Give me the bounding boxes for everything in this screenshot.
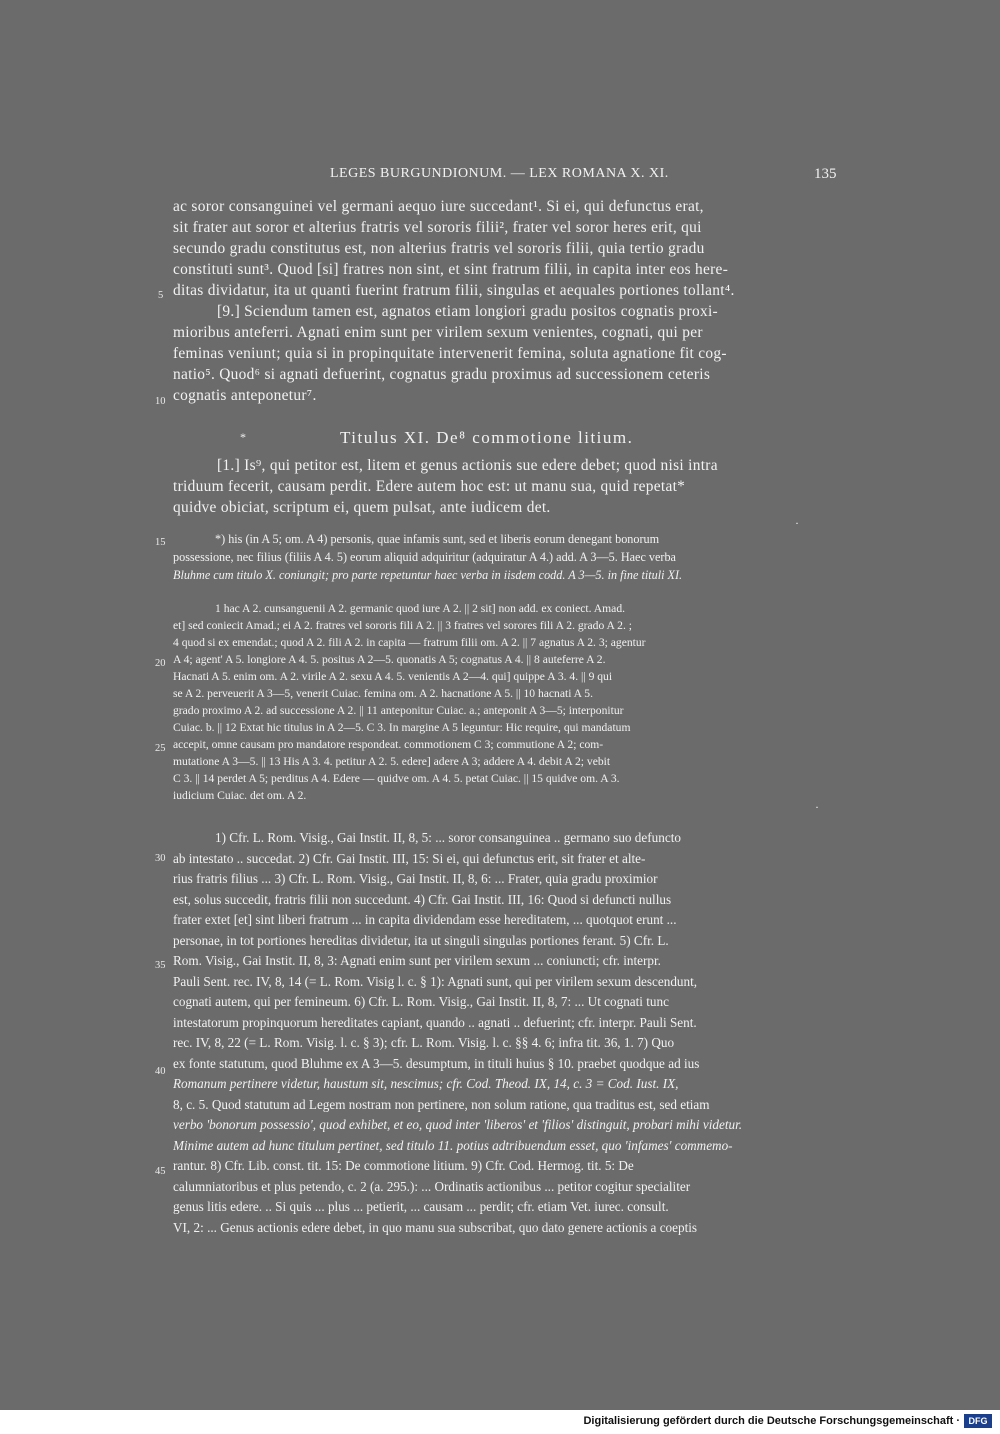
title-mark: * xyxy=(240,430,246,444)
text-line: feminas veniunt; quia si in propinquitate intervenerit femina, soluta agnatione fit cog- xyxy=(173,345,727,362)
line-number: 5 xyxy=(158,290,164,301)
apparatus-line: mutatione A 3—5. || 13 His A 3. 4. petitur A 2. 5. edere] adere A 3; addere A 4. debit A 2; vebit xyxy=(173,755,611,768)
apparatus-line: 1 hac A 2. cunsanguenii A 2. germanic quod iure A 2. || 2 sit] non add. ex coniect. Amad. xyxy=(215,602,626,615)
text-line: triduum fecerit, causam perdit. Edere autem hoc est: ut manu sua, quid repetat* xyxy=(173,478,686,495)
line-number: 10 xyxy=(155,396,166,407)
text-line: quidve obiciat, scriptum ei, quem pulsat, ante iudicem det. xyxy=(173,499,551,516)
footer-credit: Digitalisierung gefördert durch die Deutsche Forschungsgemeinschaft · xyxy=(583,1415,960,1427)
footnote-line: Minime autem ad hunc titulum pertinet, sed titulo 11. potius adtribuendum esset, quo 'infames' commemo- xyxy=(173,1137,733,1153)
footnote-line: intestatorum propinquorum hereditates capiant, quando .. agnati .. defuerint; cfr. interpr. Pauli Sent. xyxy=(173,1014,697,1030)
footnote-line: VI, 2: ... Genus actionis edere debet, in quo manu sua subscribat, quo dato genere actionis a coeptis xyxy=(173,1219,698,1235)
main-text-block-2 xyxy=(173,457,840,521)
footnote-line: ab intestato .. succedat. 2) Cfr. Gai Instit. III, 15: Si ei, qui defunctus erit, sit frater et alte- xyxy=(173,850,646,866)
footnote-line: rantur. 8) Cfr. Lib. const. tit. 15: De commotione litium. 9) Cfr. Cod. Hermog. tit. 5: De xyxy=(173,1158,634,1173)
apparatus-line: Cuiac. b. || 12 Extat hic titulus in A 2—5. C 3. In margine A 5 leguntur: Hic require, qui mandatum xyxy=(173,721,631,734)
line-number: 35 xyxy=(155,960,166,971)
line-number: 30 xyxy=(155,853,166,864)
dfg-logo-icon: DFG xyxy=(964,1414,992,1428)
footnote-line: Pauli Sent. rec. IV, 8, 14 (= L. Rom. Visig l. c. § 1): Agnati sunt, qui per virilem sexum descendunt, xyxy=(173,973,698,989)
footnote-line: rec. IV, 8, 22 (= L. Rom. Visig. l. c. § 3); cfr. L. Rom. Visig. l. c. §§ 4. 6; infra tit. 36, 1. 7) Quo xyxy=(173,1035,675,1050)
text-line: secundo gradu constitutus est, non alterius fratris vel sororis filii, quia tertio gradu xyxy=(173,240,705,257)
note-line: possessione, nec filius (filiis A 4. 5) eorum aliquid adquiritur (adquiratur A 4.) add. A 3—5. Haec verba xyxy=(173,550,676,564)
stray-mark: · xyxy=(815,800,819,814)
line-number: 20 xyxy=(155,658,166,669)
footnote-line: genus litis edere. .. Si quis ... plus ... petierit, ... causam ... perdit; cfr. etiam Vet. iurec. consult. xyxy=(173,1199,669,1214)
text-line: cognatis anteponetur⁷. xyxy=(173,387,317,404)
critical-apparatus xyxy=(173,602,840,822)
apparatus-line: et] sed coniecit Amad.; ei A 2. fratres vel sororis fili A 2. || 3 fratres vel sorores fili A 2. grado A 2. ; xyxy=(173,619,632,632)
stray-mark: · xyxy=(795,516,799,530)
apparatus-line: Hacnati A 5. enim om. A 2. virile A 2. sexu A 4. 5. venientis A 2—4. qui] quippe A 3. 4. || 9 qui xyxy=(173,670,613,683)
apparatus-line: 4 quod si ex emendat.; quod A 2. fili A 2. in capita — fratrum filii om. A 2. || 7 agnatus A 2. 3; agentur xyxy=(173,636,646,649)
apparatus-line: A 4; agent' A 5. longiore A 4. 5. positus A 2—5. quonatis A 5; cognatus A 4. || 8 auteferre A 2. xyxy=(173,653,606,666)
footnote-line: rius fratris filius ... 3) Cfr. L. Rom. Visig., Gai Instit. II, 8, 6: ... Frater, quia gradu proximior xyxy=(173,871,658,886)
title-text: Titulus XI. De⁸ commotione litium. xyxy=(340,428,634,447)
asterisk-note xyxy=(173,532,840,592)
text-line: constituti sunt³. Quod [si] fratres non sint, et sint fratrum filii, in capita inter eos here- xyxy=(173,261,729,278)
text-line: natio⁵. Quod⁶ si agnati defuerint, cognatus gradu proximus ad successionem ceteris xyxy=(173,366,711,383)
note-line: *) his (in A 5; om. A 4) personis, quae infamis sunt, sed et liberis eorum denegant bonorum xyxy=(215,532,660,546)
text-line: sit frater aut soror et alterius fratris vel sororis filii², frater vel soror heres erit, qui xyxy=(173,219,702,236)
footnote-line: ex fonte statutum, quod Bluhme ex A 3—5. desumptum, in tituli huius § 10. praebet quodque ad ius xyxy=(173,1055,700,1071)
text-line: [9.] Sciendum tamen est, agnatos etiam longiori gradu positos cognatis proxi- xyxy=(217,303,718,320)
footer-bar xyxy=(0,1410,1000,1434)
note-line: Bluhme cum titulo X. coniungit; pro parte repetuntur haec verba in iisdem codd. A 3—5. in fine tituli XI. xyxy=(173,568,683,582)
footnote-line: 1) Cfr. L. Rom. Visig., Gai Instit. II, 8, 5: ... soror consanguinea .. germano suo defuncto xyxy=(215,830,681,845)
text-line: ac soror consanguinei vel germani aequo iure succedant¹. Si ei, qui defunctus erat, xyxy=(173,198,704,215)
apparatus-line: C 3. || 14 perdet A 5; perditus A 4. Edere — quidve om. A 4. 5. petat Cuiac. || 15 quidve om. A 3. xyxy=(173,772,620,785)
footnote-line: frater extet [et] sint liberi fratrum ... in capita dividendam esse hereditatem, ... quotquot erunt ... xyxy=(173,912,677,927)
running-title: LEGES BURGUNDIONUM. — LEX ROMANA X. XI. xyxy=(330,166,669,181)
page-header xyxy=(0,166,1000,186)
footnote-line: 8, c. 5. Quod statutum ad Legem nostram non pertinere, non solum ratione, qua traditus est, sed etiam xyxy=(173,1096,710,1112)
footnote-line: est, solus succedit, fratris filii non succedunt. 4) Cfr. Gai Instit. III, 16: Quod si defuncti nullus xyxy=(173,891,672,907)
apparatus-line: accepit, omne causam pro mandatore respondeat. commotionem C 3; commutione A 2; com- xyxy=(173,738,604,751)
line-number: 25 xyxy=(155,743,166,754)
line-number: 45 xyxy=(155,1166,166,1177)
footnote-line: cognati autem, qui per femineum. 6) Cfr. L. Rom. Visig., Gai Instit. II, 8, 7: ... Ut cognati tunc xyxy=(173,994,669,1009)
line-number: 40 xyxy=(155,1066,166,1077)
footnote-line: calumniatoribus et plus petendo, c. 2 (a. 295.): ... Ordinatis actionibus ... petitor cogitur specialiter xyxy=(173,1178,691,1194)
text-line: ditas dividatur, ita ut quanti fuerint fratrum filii, singulas et aequales portiones tollant⁴. xyxy=(173,282,735,299)
apparatus-line: se A 2. perveuerit A 3—5, venerit Cuiac. femina om. A 2. hacnatione A 5. || 10 hacnati A 5. xyxy=(173,687,594,700)
text-line: mioribus anteferri. Agnati enim sunt per virilem sexum venientes, cognati, qui per xyxy=(173,324,703,341)
footnote-line: personae, in tot portiones hereditas dividetur, ita ut singuli singulas portiones ferant. 5) Cfr. L. xyxy=(173,932,669,948)
footnotes xyxy=(173,830,840,1250)
line-number: 15 xyxy=(155,537,166,548)
apparatus-line: grado proximo A 2. ad successione A 2. || 11 anteponitur Cuiac. a.; anteponit A 3—5; interponitur xyxy=(173,704,624,717)
main-text-block-1 xyxy=(173,198,840,413)
apparatus-line: iudicium Cuiac. det om. A 2. xyxy=(173,789,307,802)
footnote-line: verbo 'bonorum possessio', quod exhibet, et eo, quod inter 'liberos' et 'filios' distinguit, probari mihi videtur. xyxy=(173,1117,743,1132)
text-line: [1.] Is⁹, qui petitor est, litem et genus actionis sue edere debet; quod nisi intra xyxy=(217,457,718,474)
footnote-line: Romanum pertinere videtur, haustum sit, nescimus; cfr. Cod. Theod. IX, 14, c. 3 = Cod. Iust. IX, xyxy=(173,1076,679,1091)
page-number: 135 xyxy=(814,166,837,182)
section-title xyxy=(0,428,1000,452)
footnote-line: Rom. Visig., Gai Instit. II, 8, 3: Agnati enim sunt per virilem sexum ... coniuncti; cfr. interpr. xyxy=(173,953,661,968)
